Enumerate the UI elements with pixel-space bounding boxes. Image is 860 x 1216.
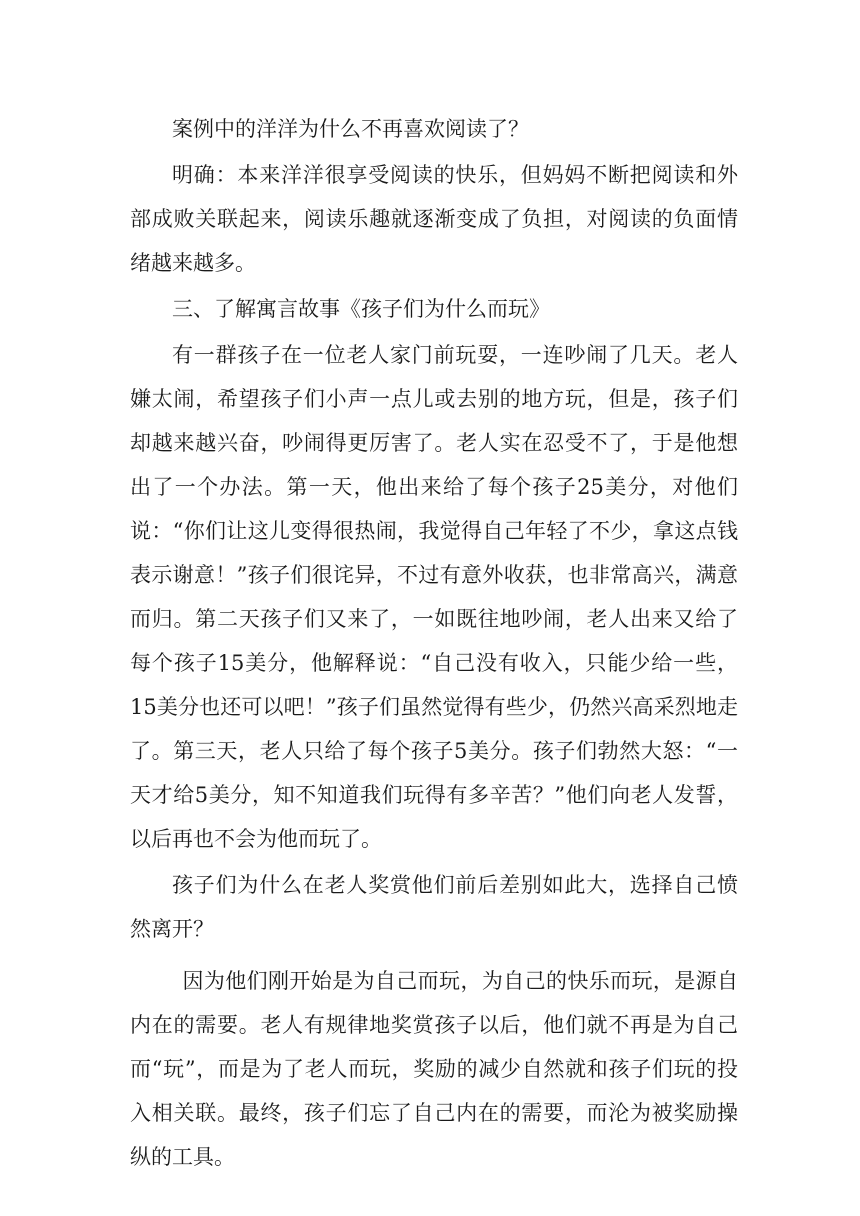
reflection-question-paragraph: 孩子们为什么在老人奖赏他们前后差别如此大，选择自己愤然离开？ [130, 873, 738, 941]
section-heading: 三、了解寓言故事《孩子们为什么而玩》 [172, 297, 550, 321]
question-paragraph: 案例中的洋洋为什么不再喜欢阅读了？ [172, 117, 529, 141]
answer-paragraph: 明确：本来洋洋很享受阅读的快乐，但妈妈不断把阅读和外部成败关联起来，阅读乐趣就逐渐变成了负担，对阅读的负面情绪越来越多。 [130, 163, 738, 275]
fable-paragraph: 有一群孩子在一位老人家门前玩耍，一连吵闹了几天。老人嫌太闹，希望孩子们小声一点儿或去别的地方玩，但是，孩子们却越来越兴奋，吵闹得更厉害了。老人实在忍受不了，于是他想出了一个办法。第一天，他出来给了每个孩子25美分，对他们说：“你们让这儿变得很热闹，我觉得自己年轻了不少，拿这点钱表示谢意！”孩子们很诧异，不过有意外收获，也非常高兴，满意而归。第二天孩子们又来了，一如既往地吵闹，老人出来又给了每个孩子15美分，他解释说：“自己没有收入，只能少给一些，15美分也还可以吧！”孩子们虽然觉得有些少，仍然兴高采烈地走了。第三天，老人只给了每个孩子5美分。孩子们勃然大怒：“一天才给5美分，知不知道我们玩得有多辛苦？”他们向老人发誓，以后再也不会为他而玩了。 [130, 343, 738, 851]
explanation-paragraph: 因为他们刚开始是为自己而玩，为自己的快乐而玩，是源自内在的需要。老人有规律地奖赏孩子以后，他们就不再是为自己而“玩”，而是为了老人而玩，奖励的减少自然就和孩子们玩的投入相关联。最终，孩子们忘了自己内在的需要，而沦为被奖励操纵的工具。 [130, 969, 738, 1169]
document-body [130, 107, 738, 1179]
